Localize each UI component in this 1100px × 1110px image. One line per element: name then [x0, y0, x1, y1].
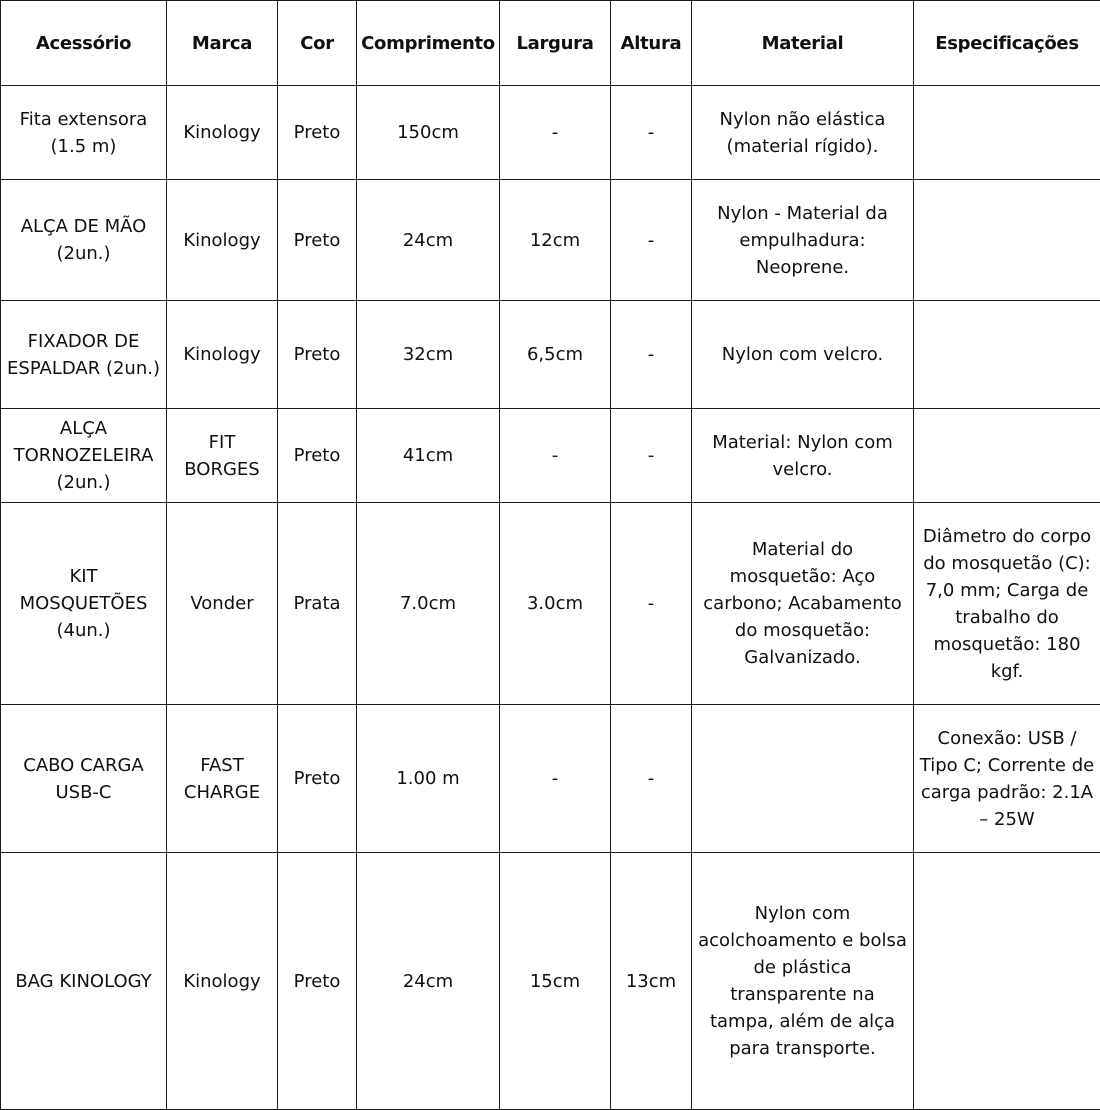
cell-cor: Preto [278, 86, 357, 180]
cell-acessorio: ALÇA DE MÃO (2un.) [1, 180, 167, 301]
cell-largura: - [500, 705, 611, 853]
cell-material: Nylon com acolchoamento e bolsa de plástica transparente na tampa, além de alça para transporte. [692, 853, 914, 1110]
table-row [1, 503, 1100, 705]
cell-altura: 13cm [611, 853, 692, 1110]
cell-comprimento: 24cm [357, 180, 500, 301]
cell-acessorio: ALÇA TORNOZELEIRA (2un.) [1, 409, 167, 503]
cell-cor: Preto [278, 705, 357, 853]
cell-marca: Vonder [167, 503, 278, 705]
header-altura: Altura [611, 1, 692, 86]
cell-acessorio: BAG KINOLOGY [1, 853, 167, 1110]
header-largura: Largura [500, 1, 611, 86]
cell-cor: Preto [278, 180, 357, 301]
table-row [1, 853, 1100, 1110]
cell-cor: Preto [278, 409, 357, 503]
cell-material: Material do mosquetão: Aço carbono; Acabamento do mosquetão: Galvanizado. [692, 503, 914, 705]
cell-altura: - [611, 180, 692, 301]
cell-marca: Kinology [167, 180, 278, 301]
cell-comprimento: 24cm [357, 853, 500, 1110]
cell-marca: FIT BORGES [167, 409, 278, 503]
cell-altura: - [611, 705, 692, 853]
cell-altura: - [611, 503, 692, 705]
cell-altura: - [611, 409, 692, 503]
cell-marca: FAST CHARGE [167, 705, 278, 853]
cell-largura: 15cm [500, 853, 611, 1110]
cell-especificacoes [914, 409, 1100, 503]
cell-marca: Kinology [167, 86, 278, 180]
cell-cor: Prata [278, 503, 357, 705]
table-row [1, 409, 1100, 503]
cell-material: Material: Nylon com velcro. [692, 409, 914, 503]
cell-largura: - [500, 409, 611, 503]
cell-comprimento: 32cm [357, 301, 500, 409]
table-header-row [1, 1, 1100, 86]
cell-cor: Preto [278, 301, 357, 409]
cell-acessorio: KIT MOSQUETÕES (4un.) [1, 503, 167, 705]
table-row [1, 301, 1100, 409]
cell-acessorio: FIXADOR DE ESPALDAR (2un.) [1, 301, 167, 409]
cell-especificacoes: Diâmetro do corpo do mosquetão (C): 7,0 mm; Carga de trabalho do mosquetão: 180 kgf. [914, 503, 1100, 705]
cell-especificacoes: Conexão: USB / Tipo C; Corrente de carga padrão: 2.1A – 25W [914, 705, 1100, 853]
cell-material: Nylon com velcro. [692, 301, 914, 409]
cell-especificacoes [914, 301, 1100, 409]
cell-material [692, 705, 914, 853]
cell-largura: - [500, 86, 611, 180]
cell-especificacoes [914, 180, 1100, 301]
cell-largura: 3.0cm [500, 503, 611, 705]
cell-especificacoes [914, 853, 1100, 1110]
cell-especificacoes [914, 86, 1100, 180]
table-row [1, 180, 1100, 301]
cell-comprimento: 150cm [357, 86, 500, 180]
cell-comprimento: 41cm [357, 409, 500, 503]
header-comprimento: Comprimento [357, 1, 500, 86]
cell-altura: - [611, 86, 692, 180]
table-row [1, 705, 1100, 853]
cell-material: Nylon não elástica (material rígido). [692, 86, 914, 180]
cell-marca: Kinology [167, 301, 278, 409]
cell-largura: 6,5cm [500, 301, 611, 409]
cell-altura: - [611, 301, 692, 409]
header-acessorio: Acessório [1, 1, 167, 86]
header-marca: Marca [167, 1, 278, 86]
table-row [1, 86, 1100, 180]
header-cor: Cor [278, 1, 357, 86]
cell-material: Nylon - Material da empulhadura: Neoprene. [692, 180, 914, 301]
header-especificacoes: Especificações [914, 1, 1100, 86]
cell-largura: 12cm [500, 180, 611, 301]
header-material: Material [692, 1, 914, 86]
cell-cor: Preto [278, 853, 357, 1110]
cell-acessorio: CABO CARGA USB-C [1, 705, 167, 853]
cell-comprimento: 7.0cm [357, 503, 500, 705]
cell-acessorio: Fita extensora (1.5 m) [1, 86, 167, 180]
cell-comprimento: 1.00 m [357, 705, 500, 853]
cell-marca: Kinology [167, 853, 278, 1110]
